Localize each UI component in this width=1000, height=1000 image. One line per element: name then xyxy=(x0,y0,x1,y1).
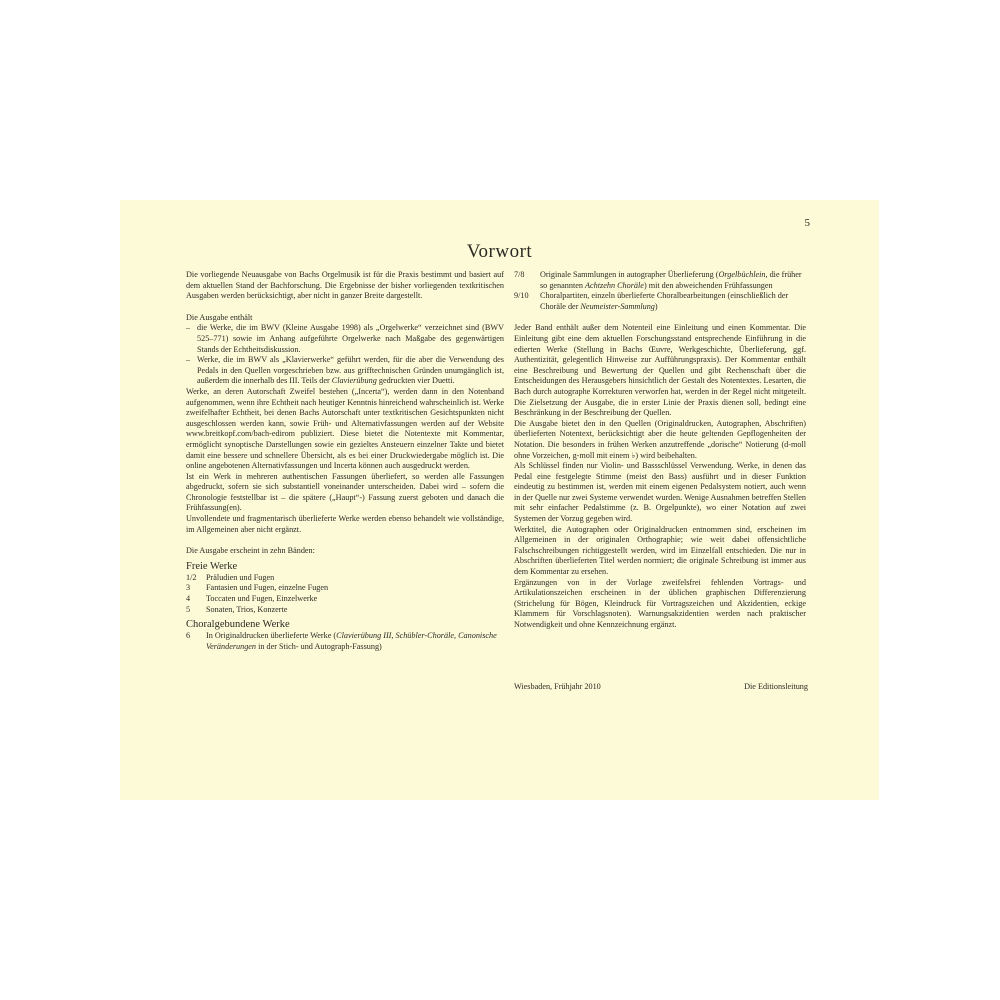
volumes-intro: Die Ausgabe erscheint in zehn Bänden: xyxy=(186,546,315,556)
section-heading-free: Freie Werke xyxy=(186,560,238,572)
volume-item xyxy=(186,583,504,594)
additions-paragraph: Ergänzungen von in der Vorlage zweifelsfrei fehlenden Vortrags- und Artikulationszeichen erscheinen in der üblichen graphischen Differenzierung (Strichelung für Bögen, Kleindruck für Vortragszeichen und Akzidentien, eckige Klammern für Vorschlagsnoten). Warnungsakzidentien werden nach praktischer Notwendigkeit und ohne Kennzeichnung ergänzt. xyxy=(514,577,806,629)
intro-paragraph: Die vorliegende Neuausgabe von Bachs Orgelmusik ist für die Praxis bestimmt und basiert auf dem aktuellen Stand der Bachforschung. Die Ergebnisse der bisher vorliegenden textkritischen Ausgaben werden berücksichtigt, aber nicht in ganzer Breite dargestellt. xyxy=(186,270,504,301)
volume-number: 1/2 xyxy=(186,572,197,582)
bullet-text: die Werke, die im BWV (Kleine Ausgabe 1998) als „Orgelwerke“ verzeichnet sind (BWV 525–771) sowie im Anhang aufgeführte Orgelwerke nach Maßgabe des gegenwärtigen Stands der Echtheitsdiskussion. xyxy=(197,323,504,354)
section-heading-choral: Choralgebundene Werke xyxy=(186,619,290,631)
volume-title: Präludien und Fugen xyxy=(206,572,275,582)
page-number: 5 xyxy=(804,217,810,229)
versions-paragraph: Ist ein Werk in mehreren authentischen Fassungen überliefert, so werden alle Fassungen abgedruckt, sofern sie sich substantiell voneinander unterscheiden. Dabei wird – sofern die Chronologie feststellbar ist – die spätere („Haupt“-) Fassung zuerst geboten und danach die Frühfassung(en). xyxy=(186,471,504,513)
volume-number: 5 xyxy=(186,604,191,614)
volume-title: Fantasien und Fugen, einzelne Fugen xyxy=(206,583,329,593)
volume-item xyxy=(186,573,504,584)
list-item: – die Werke, die im BWV (Kleine Ausgabe 1998) als „Orgelwerke“ verzeichnet sind (BWV 525–771) sowie im Anhang aufgeführte Orgelwerke nach Maßgabe des gegenwärtigen Stands der Echtheitsdiskussion. xyxy=(186,323,504,354)
signature: Die Editionsleitung xyxy=(744,682,808,691)
volume-item xyxy=(186,594,504,605)
volume-contents-paragraph: Jeder Band enthält außer dem Notenteil eine Einleitung und einen Kommentar. Die Einleitung gibt eine dem aktuellen Forschungsstand entsprechende Einführung in die edierten Werke (Stellung in Bachs Œuvre, Werkgeschichte, Überlieferung, ggf. Authentizität, gelegentlich Hinweise zur Aufführungspraxis). Der Kommentar enthält eine Beschreibung und Bewertung der Quellen und gibt Rechenschaft über die Entscheidungen des Herausgebers hinsichtlich der Gestalt des Notentextes. Lesarten, die Bach durch autographe Korrekturen verworfen hat, werden in der Regel nicht mitgeteilt. Die Zielsetzung der Ausgabe, die in erster Linie der Praxis dienen soll, bedingt eine Beschränkung in der Beschreibung der Quellen. xyxy=(514,323,806,418)
volume-number: 3 xyxy=(186,583,191,593)
contains-label: Die Ausgabe enthält xyxy=(186,312,253,322)
volume-number: 4 xyxy=(186,594,191,604)
list-item: – Werke, die im BWV als „Klavierwerke“ geführt werden, für die aber die Verwendung des Pedals in den Quellen vorgeschrieben bzw. aus grifftechnischen Gründen unumgänglich ist, außerdem die innerhalb des III. Teils der Clavierübung gedruckten vier Duetti. xyxy=(186,355,504,386)
free-volume-list xyxy=(186,573,504,615)
volume-title: Toccaten und Fugen, Einzelwerke xyxy=(206,594,318,604)
sources-paragraph: Die Ausgabe bietet den in den Quellen (Originaldrucken, Autographen, Abschriften) überlieferten Notentext, berücksichtigt aber die heute geltenden Gepflogenheiten der Notation. Die besonders in frühen Werken anzutreffende „dorische“ Notierung (d-moll ohne Vorzeichen, g-moll mit einem ♭) wird beibehalten. xyxy=(514,418,806,460)
bullet-text: Werke, die im BWV als „Klavierwerke“ geführt werden, für die aber die Verwendung des Pedals in den Quellen vorgeschrieben bzw. aus grifftechnischen Gründen unumgänglich ist, außerdem die innerhalb des III. Teils der Clavierübung gedruckten vier Duetti. xyxy=(197,355,504,386)
book-page xyxy=(120,200,879,800)
right-column xyxy=(514,270,806,631)
left-column xyxy=(186,270,504,652)
volume-item: 6 In Originaldrucken überlieferte Werke (Clavierübung III, Schübler-Choräle, Canonische Veränderungen in der Stich- und Autograph-Fassung) xyxy=(186,631,497,651)
volume-title: Sonaten, Trios, Konzerte xyxy=(206,604,288,614)
volume-item: 7/8 Originale Sammlungen in autographer Überlieferung (Orgelbüchlein, die früher so genannten Achtzehn Choräle) mit den abweichenden Frühfassungen xyxy=(514,270,802,290)
incerta-paragraph: Werke, an deren Autorschaft Zweifel bestehen („Incerta“), werden dann in den Notenband aufgenommen, wenn ihre Echtheit nach heutiger Kenntnis hinreichend wahrscheinlich ist. Werke zweifelhafter Echtheit, bei denen Bachs Autorschaft unter textkritischen Gesichtspunkten nicht ausgeschlossen werden kann, sowie Früh- und Alternativfassungen werden auf der Website www.breitkopf.com/bach-edirom publiziert. Diese bietet die Notentexte mit Kommentar, ermöglicht synoptische Darstellungen sowie ein gezieltes Ansteuern einzelner Takte und bietet damit eine bessere und schnellere Übersicht, als es bei einer Druckwiedergabe möglich ist. Die online angebotenen Alternativfassungen und Incerta können auch ausgedruckt werden. xyxy=(186,386,504,471)
titles-paragraph: Werktitel, die Autographen oder Originaldrucken entnommen sind, erscheinen im Allgemeinen in der originalen Orthographie; wie weit dabei offensichtliche Falschschreibungen richtiggestellt werden, wird im Einzelfall entschieden. Die nur in Abschriften überlieferten Titel werden normiert; die originale Schreibung ist immer aus dem Kommentar zu ersehen. xyxy=(514,524,806,577)
volume-item: 9/10 Choralpartiten, einzeln überlieferte Choralbearbeitungen (einschließlich der Choräle der Neumeister-Sammlung) xyxy=(514,291,789,311)
unfinished-paragraph: Unvollendete und fragmentarisch überlieferte Werke werden ebenso behandelt wie vollständige, im Allgemeinen aber nicht ergänzt. xyxy=(186,514,504,534)
place-date: Wiesbaden, Frühjahr 2010 xyxy=(514,682,601,691)
volume-item xyxy=(186,605,504,616)
page-title: Vorwort xyxy=(466,241,533,262)
clefs-paragraph: Als Schlüssel finden nur Violin- und Bassschlüssel Verwendung. Werke, in denen das Pedal eine festgelegte Stimme (meist den Bass) ausführt und in dieser Funktion eindeutig zu bestimmen ist, werden mit einem eigenen Pedalsystem notiert, auch wenn in der Quelle nur zwei Systeme verwendet wurden. Wenige Ausnahmen betreffen Stellen mit sehr einfacher Pedalstimme (z. B. Orgelpunkte), wo einer Notation auf zwei Systemen der Vorzug gegeben wird. xyxy=(514,461,806,524)
